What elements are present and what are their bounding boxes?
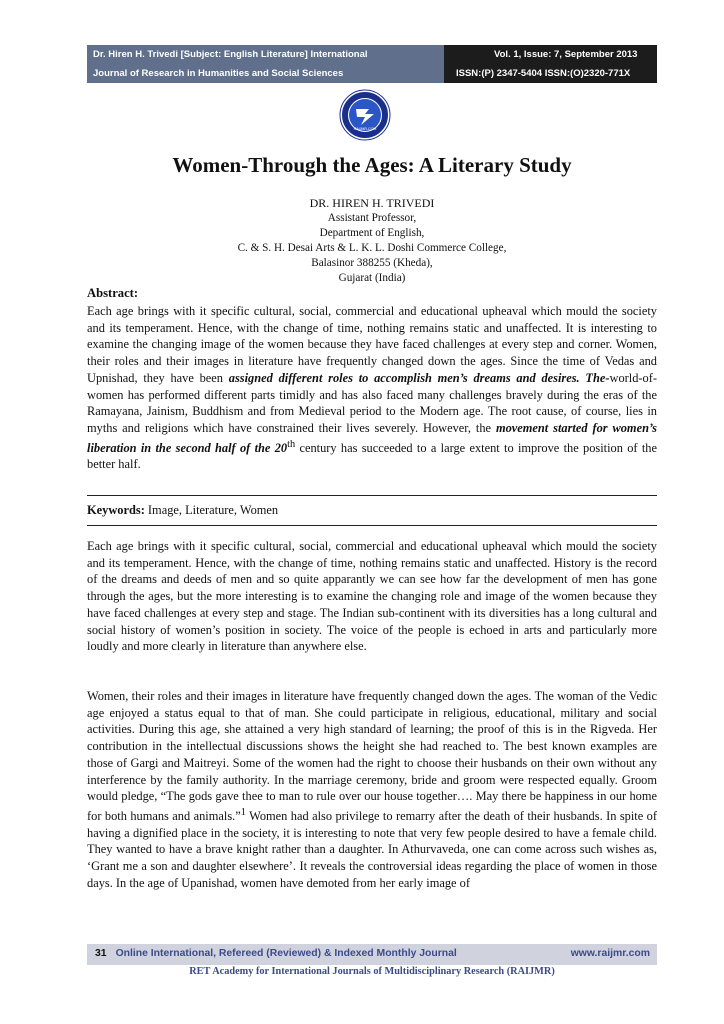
- footnote-ref: 1: [240, 806, 246, 818]
- divider: [87, 495, 657, 496]
- logo-text: RAIJMR.COM: [353, 127, 377, 131]
- keywords: [87, 502, 657, 519]
- divider: [87, 525, 657, 526]
- journal-author-subject: Dr. Hiren H. Trivedi [Subject: English Literature] International: [93, 49, 368, 60]
- author-designation: Assistant Professor,: [327, 212, 417, 224]
- author-block: [87, 196, 657, 286]
- body-paragraph-2: Women, their roles and their images in literature have frequently changed down the ages. The woman of the Vedic age enjoyed a status equal to that of man. She could participate in religious, educational, military and social activities. During this age, she attained a very high standard of learning; the proof of this is in the Rigveda. Her contribution in the intellectual discussions shows the height she had reached to. The best known examples are those of Gargi and Maitreyi. Some of the women had the right to choose their husbands on their own without any interference by the family authority. In the marriage ceremony, bride and groom were respected equally. Groom would pledge, “The gods gave thee to man to rule over our house together…. May there be happiness in our home for both humans and animals.”$^1$ Women had also privilege to remarry after the death of their husbands. In spite of having a dignified place in the society, it is interesting to note that very few people desired to have a female child. They wanted to have a brave knight rather than a daughter. In Athurvaveda, one can come across such wishes as, ‘Grant me a son and daughter elsewhere’. It reveals the controversial ideas regarding the place of women in those days. In the age of Upanishad, women have demoted from her early image of: [87, 689, 657, 890]
- abstract-body: Each age brings with it specific cultural, social, commercial and educational upheaval which mould the society and its temperament. Hence, with the change of time, nothing remains static and unaffected. It is interesting to examine the changing image of the women because they have faced challenges at every step and corner. Women, their roles and their images in literature have frequently changed down the ages. Since the time of Vedas and Upnishad, they have been assigned different roles to accomplish men’s dreams and desires. The-world-of-women has performed different parts timidly and has also faced many challenges bravely during the eras of the Ramayana, Jainism, Buddhism and from Medieval period to the Modern age. The root cause, of course, lies in myths and religions which have constrained their lives severely. However, the movement started for women’s liberation in the second half of the 20th century has succeeded to a large extent to improve the position of the better half.: [87, 304, 657, 472]
- body-paragraph-1: Each age brings with it specific cultural, social, commercial and educational upheaval which mould the society and its temperament. Hence, with the change of time, nothing remains static and unaffected. History is the record of the dreams and deeds of men and so quite apparantly we can see how far the development of men has gone through the ages, but the more interesting is to examine the changing role and image of the women because they have faced challenges at every step and stage. The Indian sub-continent with its diversities has a long cultural and social history of women’s position in society. The voice of the people is echoed in arts and particularly more loudly and more clearly in literature than anywhere else.: [87, 539, 657, 654]
- journal-header-left: [87, 45, 444, 83]
- abstract-emphasis-1: assigned different roles to accomplish men’s dreams and desires. The-: [228, 370, 610, 385]
- author-state: Gujarat (India): [338, 272, 406, 284]
- journal-volume: Vol. 1, Issue: 7, September 2013: [494, 49, 638, 60]
- keywords-label: Keywords:: [87, 503, 145, 517]
- abstract-emphasis-2: movement started for women’s liberation in the second half of the 20: [87, 420, 657, 455]
- journal-issn: ISSN:(P) 2347-5404 ISSN:(O)2320-771X: [456, 68, 631, 79]
- paper-title: Women-Through the Ages: A Literary Study: [172, 153, 572, 177]
- author-address: Balasinor 388255 (Kheda),: [311, 257, 433, 269]
- raijmr-logo: [339, 89, 391, 141]
- footer-journal: [95, 948, 650, 959]
- footer-url[interactable]: www.raijmr.com: [570, 948, 650, 959]
- keywords-text: Image, Literature, Women: [144, 503, 279, 517]
- abstract-heading: Abstract:: [87, 286, 139, 300]
- journal-name: Journal of Research in Humanities and Social Sciences: [93, 68, 344, 79]
- footer-journal-text: Online International, Refereed (Reviewed) & Indexed Monthly Journal: [115, 948, 457, 959]
- page-number: 31: [95, 948, 107, 959]
- author-college: C. & S. H. Desai Arts & L. K. L. Doshi Commerce College,: [237, 242, 507, 254]
- journal-header-right: [444, 45, 657, 83]
- author-department: Department of English,: [319, 227, 425, 239]
- author-name: DR. HIREN H. TRIVEDI: [309, 196, 435, 210]
- footer-academy: RET Academy for International Journals of Multidisciplinary Research (RAIJMR): [189, 966, 555, 977]
